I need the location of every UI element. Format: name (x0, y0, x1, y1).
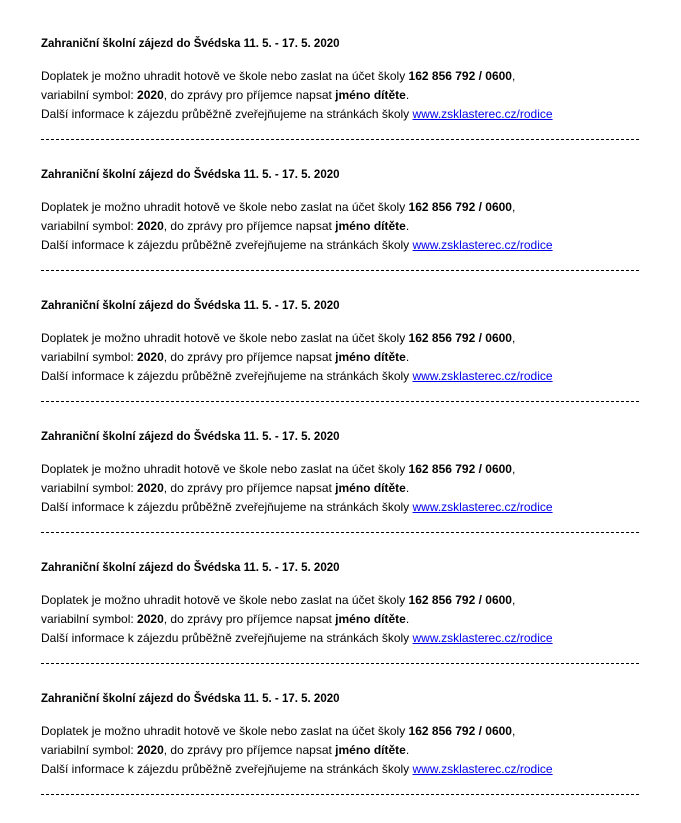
account-number: 162 856 792 / 0600 (408, 462, 512, 476)
account-number: 162 856 792 / 0600 (408, 331, 512, 345)
notice-title: Zahraniční školní zájezd do Švédska 11. 5. - 17. 5. 2020 (41, 562, 340, 574)
notice-title: Zahraniční školní zájezd do Švédska 11. 5. - 17. 5. 2020 (41, 300, 340, 312)
notice-block (41, 299, 641, 430)
period: . (405, 88, 410, 102)
payment-text: Doplatek je možno uhradit hotově ve škole nebo zaslat na účet školy (41, 69, 409, 83)
child-name-note: jméno dítěte (335, 350, 406, 364)
message-instruction: , do zprávy pro příjemce napsat (163, 350, 336, 364)
variable-symbol-value: 2020 (137, 743, 164, 757)
dashed-separator (41, 532, 639, 533)
period: . (405, 743, 410, 757)
variable-symbol-value: 2020 (137, 481, 164, 495)
more-info-text: Další informace k zájezdu průběžně zveřejňujeme na stránkách školy (41, 238, 413, 252)
school-website-link[interactable]: www.zsklasterec.cz/rodice (412, 369, 553, 383)
notice-block (41, 692, 641, 823)
notice-block (41, 430, 641, 561)
message-instruction: , do zprávy pro příjemce napsat (163, 743, 336, 757)
payment-text: Doplatek je možno uhradit hotově ve škole nebo zaslat na účet školy (41, 200, 409, 214)
notice-paragraph (41, 329, 553, 386)
child-name-note: jméno dítěte (335, 481, 406, 495)
payment-text: Doplatek je možno uhradit hotově ve škole nebo zaslat na účet školy (41, 462, 409, 476)
account-number: 162 856 792 / 0600 (408, 200, 512, 214)
dashed-separator (41, 794, 639, 795)
school-website-link[interactable]: www.zsklasterec.cz/rodice (412, 631, 553, 645)
variable-symbol-value: 2020 (137, 612, 164, 626)
period: . (405, 350, 410, 364)
child-name-note: jméno dítěte (335, 743, 406, 757)
notice-title: Zahraniční školní zájezd do Švédska 11. 5. - 17. 5. 2020 (41, 693, 340, 705)
notice-block (41, 37, 641, 168)
payment-text: Doplatek je možno uhradit hotově ve škole nebo zaslat na účet školy (41, 331, 409, 345)
comma: , (511, 593, 516, 607)
comma: , (511, 724, 516, 738)
dashed-separator (41, 270, 639, 271)
variable-symbol-value: 2020 (137, 88, 164, 102)
account-number: 162 856 792 / 0600 (408, 724, 512, 738)
period: . (405, 219, 410, 233)
notice-paragraph (41, 591, 553, 648)
notice-title: Zahraniční školní zájezd do Švédska 11. 5. - 17. 5. 2020 (41, 38, 340, 50)
school-website-link[interactable]: www.zsklasterec.cz/rodice (412, 762, 553, 776)
notice-paragraph (41, 460, 553, 517)
comma: , (511, 331, 516, 345)
variable-symbol-label: variabilní symbol: (41, 88, 138, 102)
notice-title: Zahraniční školní zájezd do Švédska 11. 5. - 17. 5. 2020 (41, 169, 340, 181)
child-name-note: jméno dítěte (335, 88, 406, 102)
period: . (405, 612, 410, 626)
more-info-text: Další informace k zájezdu průběžně zveřejňujeme na stránkách školy (41, 500, 413, 514)
variable-symbol-label: variabilní symbol: (41, 481, 138, 495)
comma: , (511, 69, 516, 83)
comma: , (511, 462, 516, 476)
child-name-note: jméno dítěte (335, 219, 406, 233)
notice-block (41, 168, 641, 299)
school-website-link[interactable]: www.zsklasterec.cz/rodice (412, 107, 553, 121)
more-info-text: Další informace k zájezdu průběžně zveřejňujeme na stránkách školy (41, 762, 413, 776)
message-instruction: , do zprávy pro příjemce napsat (163, 88, 336, 102)
variable-symbol-label: variabilní symbol: (41, 743, 138, 757)
account-number: 162 856 792 / 0600 (408, 593, 512, 607)
message-instruction: , do zprávy pro příjemce napsat (163, 219, 336, 233)
notice-paragraph (41, 198, 553, 255)
notice-title: Zahraniční školní zájezd do Švédska 11. 5. - 17. 5. 2020 (41, 431, 340, 443)
message-instruction: , do zprávy pro příjemce napsat (163, 612, 336, 626)
school-website-link[interactable]: www.zsklasterec.cz/rodice (412, 500, 553, 514)
more-info-text: Další informace k zájezdu průběžně zveřejňujeme na stránkách školy (41, 107, 413, 121)
variable-symbol-value: 2020 (137, 219, 164, 233)
comma: , (511, 200, 516, 214)
dashed-separator (41, 139, 639, 140)
school-website-link[interactable]: www.zsklasterec.cz/rodice (412, 238, 553, 252)
child-name-note: jméno dítěte (335, 612, 406, 626)
more-info-text: Další informace k zájezdu průběžně zveřejňujeme na stránkách školy (41, 631, 413, 645)
variable-symbol-label: variabilní symbol: (41, 219, 138, 233)
notice-paragraph (41, 722, 553, 779)
account-number: 162 856 792 / 0600 (408, 69, 512, 83)
period: . (405, 481, 410, 495)
message-instruction: , do zprávy pro příjemce napsat (163, 481, 336, 495)
variable-symbol-value: 2020 (137, 350, 164, 364)
dashed-separator (41, 663, 639, 664)
variable-symbol-label: variabilní symbol: (41, 612, 138, 626)
more-info-text: Další informace k zájezdu průběžně zveřejňujeme na stránkách školy (41, 369, 413, 383)
notice-paragraph (41, 67, 553, 124)
payment-text: Doplatek je možno uhradit hotově ve škole nebo zaslat na účet školy (41, 593, 409, 607)
notice-block (41, 561, 641, 692)
dashed-separator (41, 401, 639, 402)
variable-symbol-label: variabilní symbol: (41, 350, 138, 364)
payment-text: Doplatek je možno uhradit hotově ve škole nebo zaslat na účet školy (41, 724, 409, 738)
